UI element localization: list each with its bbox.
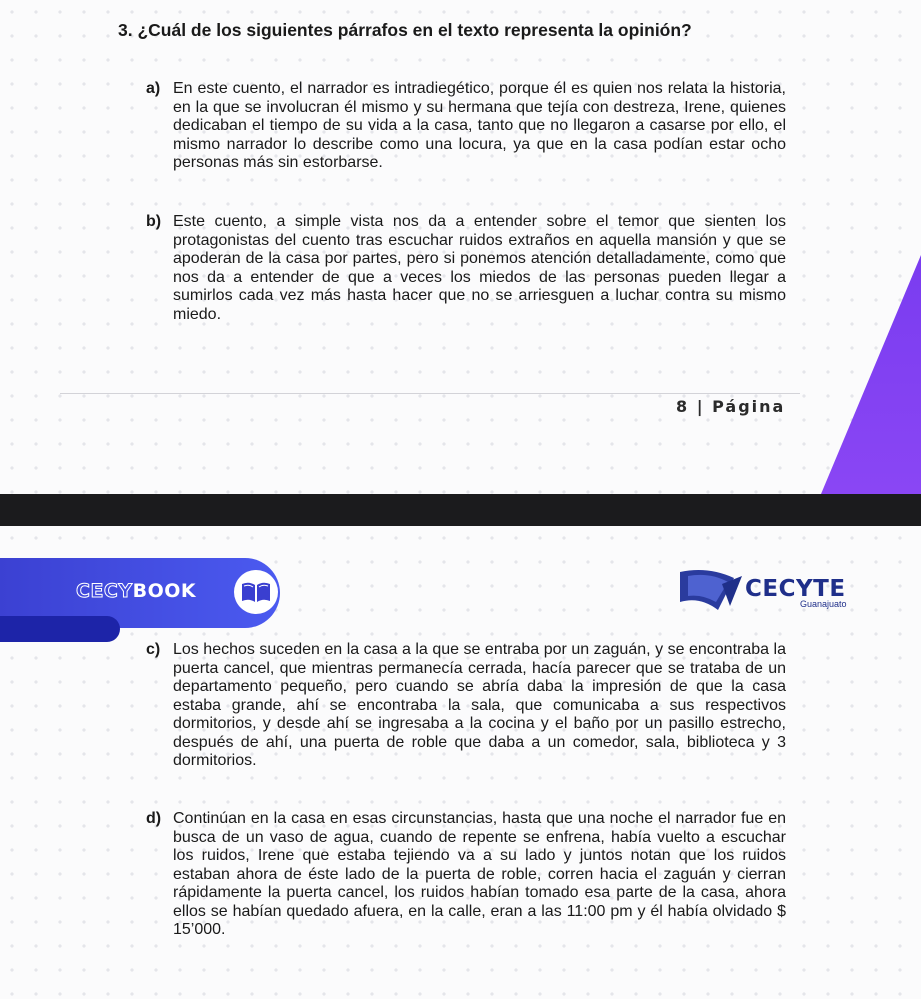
- option-b-text: Este cuento, a simple vista nos da a entender sobre el temor que sienten los protagonistas del cuento tras escuchar ruidos extraños en aquella mansión y que se apoderan de la casa por partes, pero si ponemos atención detalladamente, como que nos da a entender de que a veces los miedos de las personas pueden llegar a sumirlos cada vez más hasta hacer que no se arriesguen a luchar contra su mismo miedo.: [173, 213, 786, 323]
- page-top: [0, 0, 921, 494]
- cecyte-logo-text: CECYTE: [745, 576, 846, 602]
- header-banner-strip: [0, 616, 120, 642]
- brand-name-outline: CECY: [76, 580, 133, 602]
- footer-divider: [60, 393, 800, 394]
- brand-name: [76, 580, 196, 602]
- option-c-letter: c): [146, 641, 161, 658]
- option-d: [146, 810, 786, 940]
- page-separator: [0, 494, 921, 526]
- option-d-text: Continúan en la casa en esas circunstancias, hasta que una noche el narrador fue en busca de un vaso de agua, cuando de repente se enfrena, había vuelto a escuchar los ruidos, Irene que estaba tejiendo va a su lado y juntos notan que los ruidos estaban ahora de éste lado de la puerta de roble, corren hacia el zaguán y cierran rápidamente la puerta cancel, los ruidos habían tomado esa parte de la casa, ahora ellos se habían quedado afuera, en la calle, eran a las 11:00 pm y él había olvidado $ 15’000.: [173, 810, 786, 938]
- question-3: 3. ¿Cuál de los siguientes párrafos en el texto representa la opinión?: [118, 20, 692, 40]
- decorative-corner-shape: [811, 0, 921, 494]
- option-b-letter: b): [146, 213, 162, 230]
- cecyte-logo-subtitle: Guanajuato: [800, 599, 847, 609]
- option-b: [146, 213, 786, 324]
- option-a: [146, 80, 786, 173]
- brand-name-solid: BOOK: [132, 580, 197, 602]
- option-c: [146, 641, 786, 771]
- option-c-text: Los hechos suceden en la casa a la que se entraba por un zaguán, y se encontraba la puerta cancel, que mientras permanecía cerrada, hacía parecer que se trataba de un departamento pequeño, pero cuando se abría daba la impresión de que la casa estaba grande, ahí se encontraba la sala, que comunicaba a sus respectivos dormitorios, y desde ahí se ingresaba a la cocina y el baño por un pasillo estrecho, después de ahí, una puerta de roble que daba a un comedor, sala, biblioteca y 3 dormitorios.: [173, 641, 786, 769]
- page-number: 8 | Página: [676, 397, 786, 416]
- open-book-icon: [232, 568, 280, 616]
- option-a-text: En este cuento, el narrador es intradiegético, porque él es quien nos relata la historia, en la que se involucran él mismo y su hermana que tejía con destreza, Irene, quienes dedicaban el tiempo de su vida a la casa, tanto que no llegaron a casarse por ello, el mismo narrador lo describe como una locura, ya que en la casa podían estar ocho personas más sin estorbarse.: [173, 80, 786, 171]
- cecyte-logo-icon: [678, 566, 744, 612]
- option-d-letter: d): [146, 810, 162, 827]
- option-a-letter: a): [146, 80, 161, 97]
